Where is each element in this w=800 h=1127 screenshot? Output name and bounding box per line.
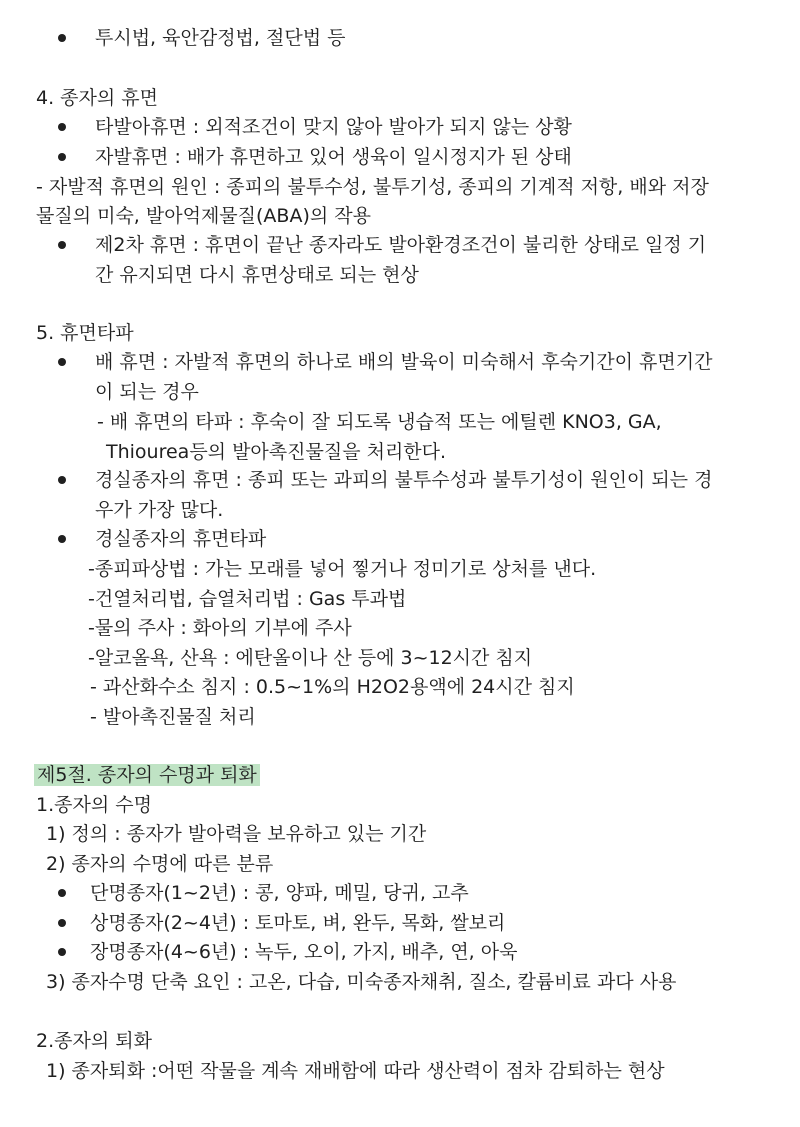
bullet-icon xyxy=(58,358,66,366)
text-line: 1) 정의 : 종자가 발아력을 보유하고 있는 기간 xyxy=(46,823,427,845)
text-line: -물의 주사 : 화아의 기부에 주사 xyxy=(88,617,352,639)
text-line: 1) 종자퇴화 :어떤 작물을 계속 재배함에 따라 생산력이 점차 감퇴하는 현상 xyxy=(46,1060,665,1082)
text-line: Thiourea등의 발아촉진물질을 처리한다. xyxy=(106,441,447,463)
chapter-heading xyxy=(34,762,260,788)
text-line: 타발아휴면 : 외적조건이 맞지 않아 발아가 되지 않는 상황 xyxy=(95,116,572,138)
text-line: 물질의 미숙, 발아억제물질(ABA)의 작용 xyxy=(36,205,371,227)
text-line: 장명종자(4~6년) : 녹두, 오이, 가지, 배추, 연, 아욱 xyxy=(90,941,518,963)
bullet-icon xyxy=(58,241,66,249)
bullet-icon xyxy=(58,476,66,484)
text-line: 2) 종자의 수명에 따른 분류 xyxy=(46,853,274,875)
text-line: - 자발적 휴면의 원인 : 종피의 불투수성, 불투기성, 종피의 기계적 저항, 배와 저장 xyxy=(36,176,709,198)
text-line: - 과산화수소 침지 : 0.5~1%의 H2O2용액에 24시간 침지 xyxy=(90,676,575,698)
bullet-icon xyxy=(58,123,66,131)
bullet-icon xyxy=(58,153,66,161)
text-line: 상명종자(2~4년) : 토마토, 벼, 완두, 목화, 쌀보리 xyxy=(90,912,506,934)
bullet-icon xyxy=(58,948,66,956)
text-line: -알코올욕, 산욕 : 에탄올이나 산 등에 3~12시간 침지 xyxy=(88,647,533,669)
text-line: 제2차 휴면 : 휴면이 끝난 종자라도 발아환경조건이 불리한 상태로 일정 기 xyxy=(95,234,707,256)
text-line: -건열처리법, 습열처리법 : Gas 투과법 xyxy=(88,588,407,610)
text-line: 3) 종자수명 단축 요인 : 고온, 다습, 미숙종자채취, 질소, 칼륨비료 과다 사용 xyxy=(46,971,677,993)
bullet-icon xyxy=(58,919,66,927)
subsection-heading: 1.종자의 수명 xyxy=(36,794,152,816)
highlighted-title: 제5절. 종자의 수명과 퇴화 xyxy=(34,764,260,786)
text-line: 이 되는 경우 xyxy=(95,381,199,403)
text-line: 자발휴면 : 배가 휴면하고 있어 생육이 일시정지가 된 상태 xyxy=(95,146,572,168)
bullet-icon xyxy=(58,535,66,543)
text-line: - 배 휴면의 타파 : 후숙이 잘 되도록 냉습적 또는 에틸렌 KNO3, GA, xyxy=(97,411,662,433)
subsection-heading: 2.종자의 퇴화 xyxy=(36,1030,152,1052)
text-line: - 발아촉진물질 처리 xyxy=(90,706,256,728)
text-line: 단명종자(1~2년) : 콩, 양파, 메밀, 당귀, 고추 xyxy=(90,882,469,904)
text-line: 경실종자의 휴면 : 종피 또는 과피의 불투수성과 불투기성이 원인이 되는 경 xyxy=(95,469,713,491)
bullet-icon xyxy=(58,34,66,42)
text-line: 우가 가장 많다. xyxy=(95,499,224,521)
text-line: 투시법, 육안감정법, 절단법 등 xyxy=(95,27,346,49)
section-heading: 5. 휴면타파 xyxy=(36,322,134,344)
bullet-icon xyxy=(58,889,66,897)
section-heading: 4. 종자의 휴면 xyxy=(36,87,158,109)
text-line: 경실종자의 휴면타파 xyxy=(95,528,267,550)
text-line: 간 유지되면 다시 휴면상태로 되는 현상 xyxy=(95,264,419,286)
text-line: -종피파상법 : 가는 모래를 넣어 찧거나 정미기로 상처를 낸다. xyxy=(88,558,597,580)
text-line: 배 휴면 : 자발적 휴면의 하나로 배의 발육이 미숙해서 후숙기간이 휴면기간 xyxy=(95,351,713,373)
